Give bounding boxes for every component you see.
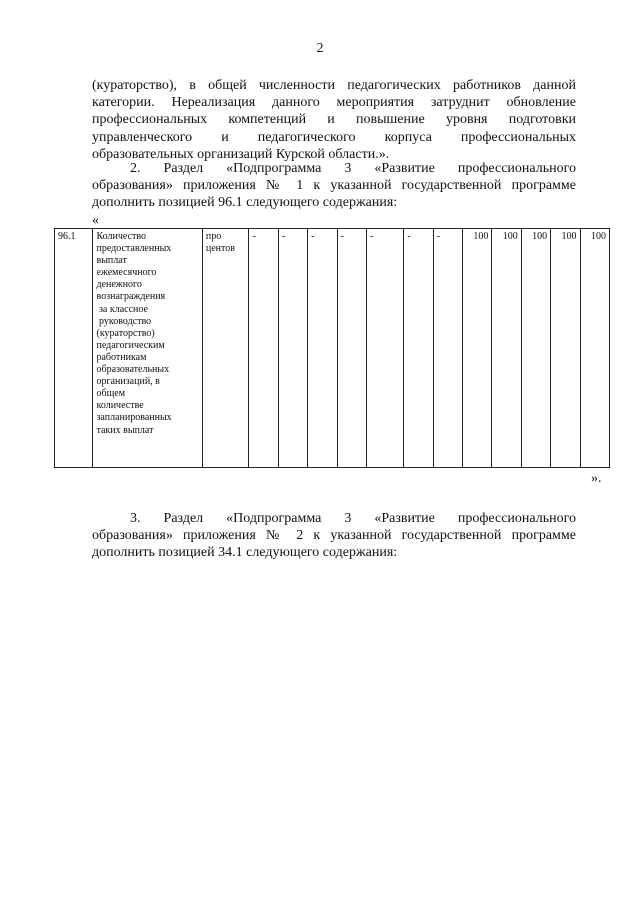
open-quote: « (92, 213, 99, 228)
value-cell-empty: - (433, 229, 462, 468)
page-number: 2 (316, 41, 324, 56)
close-quote: ». (591, 471, 602, 486)
paragraph-2-line: 2. Раздел «Подпрограмма 3 «Развитие профессионального (130, 161, 576, 176)
paragraph-1-line: категории. Нереализация данного мероприятия затруднит обновление (92, 95, 576, 111)
paragraph-3-line: образования» приложения № 2 к указанной государственной программе (92, 528, 576, 544)
unit-line: центов (205, 243, 235, 255)
indicator-name-cell (93, 229, 202, 468)
value-cell-empty: - (337, 229, 366, 468)
indicator-line: за классное (96, 303, 148, 315)
paragraph-3-line: дополнить позицией 34.1 следующего содержания: (92, 545, 398, 561)
paragraph-1-line: (кураторство), в общей численности педагогических работников данной (92, 78, 576, 93)
paragraph-2-line: дополнить позицией 96.1 следующего содержания: (92, 195, 398, 211)
paragraph-2-line: образования» приложения № 1 к указанной государственной программе (92, 178, 576, 194)
indicator-line: работникам (96, 351, 147, 363)
value-cell-empty: - (404, 229, 433, 468)
unit-line: про (205, 231, 222, 242)
paragraph-1 (92, 77, 576, 163)
value-cell-empty: - (366, 229, 403, 468)
indicator-line: запланированных (96, 412, 172, 424)
position-number-cell: 96.1 (55, 229, 93, 468)
indicator-line: выплат (96, 255, 127, 267)
indicator-line: предоставленных (96, 243, 172, 255)
value-cell-empty: - (249, 229, 278, 468)
value-cell-target: 100 (492, 229, 521, 468)
indicator-line: образовательных (96, 364, 170, 376)
paragraph-3 (92, 510, 576, 562)
value-cell-target: 100 (463, 229, 492, 468)
paragraph-3-line: 3. Раздел «Подпрограмма 3 «Развитие профессионального (130, 511, 576, 526)
paragraph-1-line: управленческого и педагогического корпуса профессиональных (92, 129, 576, 145)
value-cell-target: 100 (580, 229, 610, 468)
indicator-line: вознаграждения (96, 291, 166, 303)
indicator-line: (кураторство) (96, 327, 155, 339)
indicator-line: общем (96, 388, 126, 400)
indicator-line: руководство (96, 315, 152, 327)
indicator-line: денежного (96, 279, 142, 291)
table-row (55, 229, 610, 468)
position-table (54, 228, 610, 468)
indicator-line: ежемесячного (96, 267, 157, 279)
paragraph-1-line: образовательных организаций Курской области.». (92, 146, 390, 162)
value-cell-empty: - (278, 229, 307, 468)
indicator-line: организаций, в (96, 376, 160, 388)
indicator-line: таких выплат (96, 424, 154, 436)
value-cell-empty: - (308, 229, 337, 468)
unit-cell (202, 229, 249, 468)
indicator-line: количестве (96, 400, 144, 412)
indicator-line: Количество (96, 231, 147, 242)
indicator-line: педагогическим (96, 339, 165, 351)
value-cell-target: 100 (551, 229, 580, 468)
value-cell-target: 100 (521, 229, 550, 468)
paragraph-1-line: профессиональных компетенций и повышение уровня подготовки (92, 112, 576, 128)
paragraph-2 (92, 160, 576, 212)
